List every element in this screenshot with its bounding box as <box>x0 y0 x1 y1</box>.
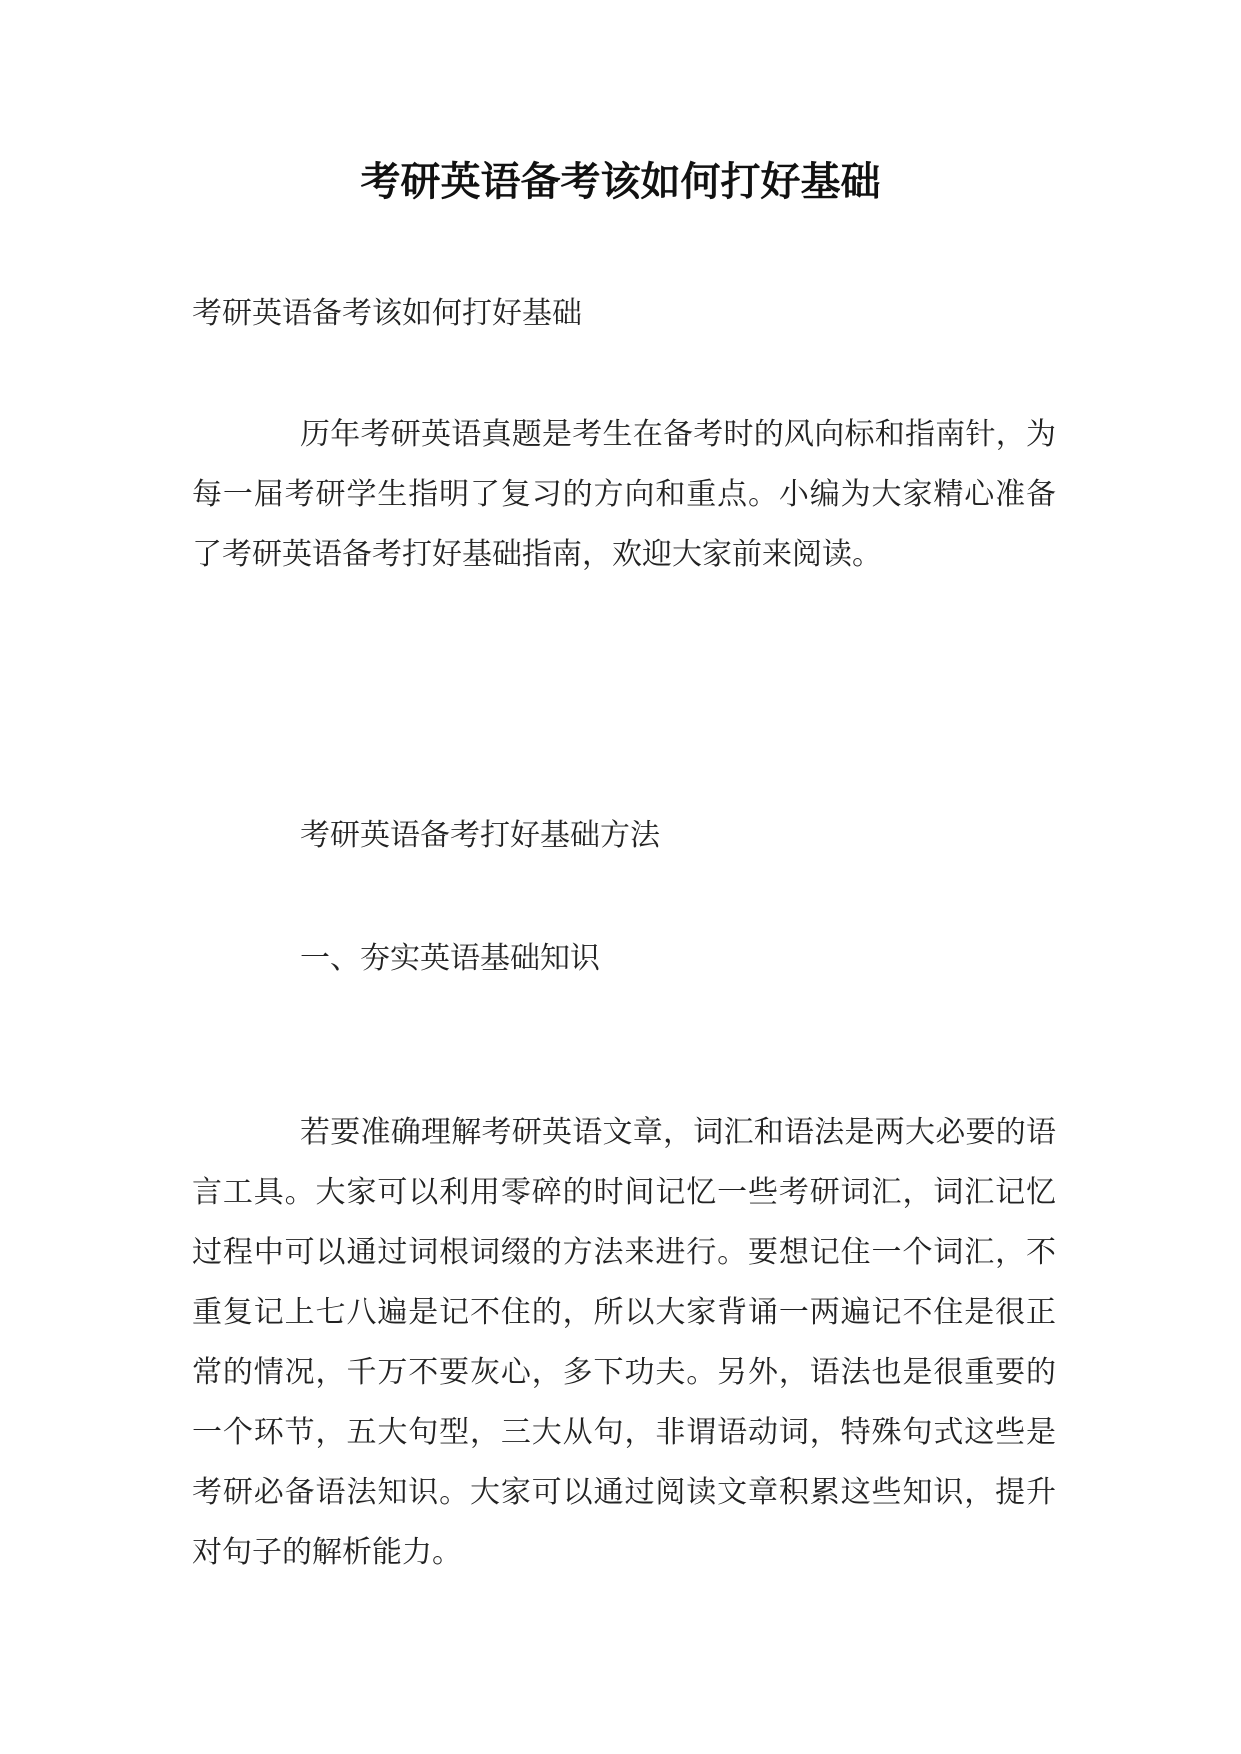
section-heading: 一、夯实英语基础知识 <box>300 941 600 976</box>
intro-paragraph: 历年考研英语真题是考生在备考时的风向标和指南针，为每一届考研学生指明了复习的方向和重点。小编为大家精心准备了考研英语备考打好基础指南，欢迎大家前来阅读。 <box>192 417 1056 572</box>
document-subtitle: 考研英语备考该如何打好基础 <box>192 296 582 331</box>
section-paragraph: 若要准确理解考研英语文章，词汇和语法是两大必要的语言工具。大家可以利用零碎的时间记忆一些考研词汇，词汇记忆过程中可以通过词根词缀的方法来进行。要想记住一个词汇，不重复记上七八遍是记不住的，所以大家背诵一两遍记不住是很正常的情况，千万不要灰心，多下功夫。另外，语法也是很重要的一个环节，五大句型，三大从句，非谓语动词，特殊句式这些是考研必备语法知识。大家可以通过阅读文章积累这些知识，提升对句子的解析能力。 <box>192 1115 1056 1570</box>
method-heading: 考研英语备考打好基础方法 <box>300 818 660 853</box>
document-title: 考研英语备考该如何打好基础 <box>360 159 881 205</box>
